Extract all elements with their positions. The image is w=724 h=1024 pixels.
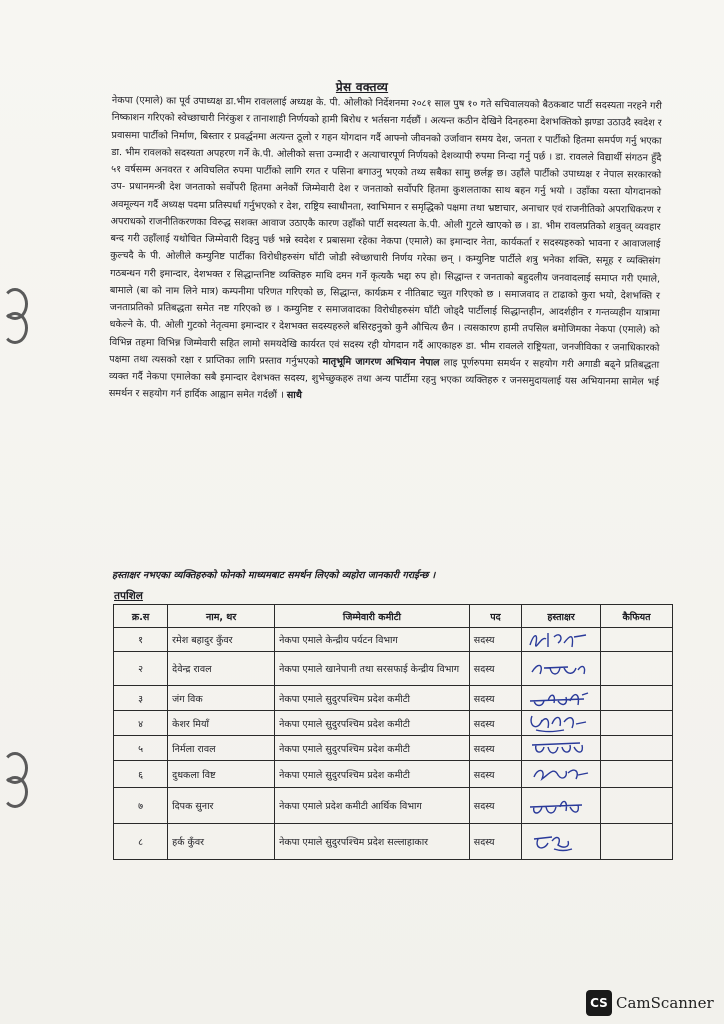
row-committee: नेकपा एमाले सुदुरपश्चिम प्रदेश कमीटी [275, 736, 470, 761]
handwritten-signature [522, 824, 601, 860]
handwritten-signature [522, 788, 601, 824]
row-name: दिपक सुनार [168, 788, 275, 824]
table-row [114, 652, 673, 686]
campaign-name: मातृभूमि जागरण अभियान नेपाल [322, 355, 440, 369]
table-row [114, 824, 673, 860]
row-remark [601, 628, 673, 652]
row-committee: नेकपा एमाले केन्द्रीय पर्यटन विभाग [275, 628, 470, 652]
row-committee: नेकपा एमाले खानेपानी तथा सरसफाई केन्द्रीय विभाग [275, 652, 470, 686]
row-remark [601, 686, 673, 711]
table-row [114, 686, 673, 711]
document-title: प्रेस वक्तव्य [335, 80, 389, 94]
handwritten-signature [522, 736, 601, 761]
handwritten-signature [522, 628, 601, 652]
row-serial: ४ [114, 711, 168, 736]
row-remark [601, 788, 673, 824]
row-remark [601, 652, 673, 686]
binder-ring [2, 312, 28, 344]
handwritten-signature [522, 686, 601, 711]
row-position: सदस्य [469, 761, 521, 788]
table-row [114, 736, 673, 761]
row-position: सदस्य [469, 628, 521, 652]
camscanner-logo-icon: CS [586, 990, 612, 1016]
body-tail: साथै [286, 390, 302, 402]
header-remarks: कैफियत [601, 605, 673, 628]
camscanner-watermark: CamScanner [616, 994, 714, 1012]
header-serial: क्र.स [114, 605, 168, 628]
row-serial: ५ [114, 736, 168, 761]
handwritten-signature [522, 761, 601, 788]
row-committee: नेकपा एमाले प्रदेश कमीटी आर्थिक विभाग [275, 788, 470, 824]
list-heading: तपशिल [114, 590, 143, 602]
row-serial: ८ [114, 824, 168, 860]
row-name: हर्क कुँवर [168, 824, 275, 860]
row-name: देवेन्द्र रावल [168, 652, 275, 686]
row-remark [601, 711, 673, 736]
table-row [114, 711, 673, 736]
body-paragraph-part1: नेकपा (एमाले) का पूर्व उपाध्यक्ष डा.भीम रावललाई अध्यक्ष के. पी. ओलीको निर्देशनमा २०८१ साल पुष १० गते सचिवालयको बैठकबाट पार्टी सदस्यता नरहने गरी निष्काशन गरिएको स्वेच्छाचारी निरंकुश र तानाशाही निर्णयको हामी बिरोध र भर्तसना गर्दछौं । अत्यन्त कठीन देखिने दिनहरुमा देशभक्तिको झण्डा उठाउदै स्वदेश र प्रवासमा पार्टीको निर्माण, बिस्तार र प्रवर्द्धनमा अत्यन्त ठूलो र गहन योगदान गर्दै आफ्नो जीवनको उर्जावान समय देश, जनता र पार्टीको हितमा समर्पण गर्नु भएका डा. भीम रावलको सदस्यता अपहरण गर्ने के.पी. ओलीको सत्ता उन्मादी र अत्याचारपूर्ण निर्णयको देशव्यापी रुपमा निन्दा गर्नु पर्छ । डा. रावलले विद्यार्थी संगठन हुँदै ५१ वर्षसम्म अनवरत र अविचलित रुपमा पार्टीको लागि रगत र पसिना बगाउनु भएको तथ्य सबैका सामु छर्लङ्ग छ। उहाँले पार्टीको उपाध्यक्ष र नेपाल सरकारको उप- प्रधानमन्त्री देश जनताको सर्वोपरी हितमा अनेकौं जिम्मेवारी देश र जनताको सर्वोपरि हितमा कुशलताका साथ बहन गर्नु भयो । उहाँका यस्ता योगदानको अवमूल्यन गर्दै अध्यक्ष पदमा प्रतिस्पर्धा गर्नुभएको र देश, राष्ट्रिय स्वाधीनता, स्वाभिमान र समृद्धिको पक्षमा तथा भ्रष्टाचार, अनाचार एवं राजनीतिको अपराधिकरण र अपराधको राजनीतिकरणका विरुद्ध सशक्त आवाज उठाएकै कारण उहाँको पार्टी सदस्यता के.पी. ओली गुटले खाएको छ । डा. भीम रावलप्रतिको शत्रुवत् व्यवहार बन्द गरी उहाँलाई यथोचित जिम्मेवारी दिइनु पर्छ भन्ने स्वदेश र प्रबासमा रहेका नेकपा (एमाले) का इमान्दार नेता, कार्यकर्ता र सदस्यहरुको भावना र आवाजलाई कुल्चदै के पी. ओलीले कम्युनिष्ट पार्टीका विरोधीहरुसंग घाँटी जोडी स्वेच्छाचारी निर्णय गरेका छन् । कम्युनिष्ट पार्टीले शत्रु भनेका शक्ति, समूह र व्यक्तिसंग गठबन्धन गरी इमान्दार, देशभक्त र सिद्धान्तनिष्ट व्यक्तिहरु माथि दमन गर्ने कृत्यकै भद्दा रुप हो। सिद्धान्त र जनताको बहुदलीय जनवादलाई समाप्त गरी एमाले, बामाले (बा को नाम लिने मात्र) कम्पनीमा परिणत गरिएको छ, सिद्धान्त, कार्यक्रम र नीतिबाट च्युत गरिएको छ । समाजवाद त टाढाको कुरा भयो, देशभक्ति र जनताप्रतिको प्रतिबद्धता समेत नष्ट गरिएको छ । कम्युनिष्ट र समाजवादका विरोधीहरुसंग घाँटी जोड्दै पार्टीलाई सिद्धान्तहीन, आदर्शहीन र गन्तव्यहीन यात्रामा धकेल्ने के. पी. ओली गुटको नेतृत्वमा इमान्दार र देशभक्त सदस्यहरुले बसिरहनुको कुनै औचित्य छैन । त्यसकारण हामी तपसिल बमोजिमका नेकपा (एमाले) को विभिन्न तहमा विभिन्न जिम्मेवारी सहित लामो समयदेखि कार्यरत एवं सदस्य रही योगदान गर्दै आएकाहरु डा. भीम रावलले राष्ट्रियता, जनजीविका र जनाधिकारको पक्षमा तथा त्यसको रक्षा र प्राप्तिका लागि प्रस्ताव गर्नुभएको [109, 94, 662, 367]
row-committee: नेकपा एमाले सुदुरपश्चिम प्रदेश कमीटी [275, 711, 470, 736]
row-serial: ३ [114, 686, 168, 711]
row-committee: नेकपा एमाले सुदुरपश्चिम प्रदेश सल्लाहाकार [275, 824, 470, 860]
row-name: जंग विक [168, 686, 275, 711]
row-serial: २ [114, 652, 168, 686]
row-serial: ६ [114, 761, 168, 788]
row-remark [601, 736, 673, 761]
row-position: सदस्य [469, 711, 521, 736]
row-position: सदस्य [469, 824, 521, 860]
signature-note: हस्ताक्षर नभएका व्यक्तिहरुको फोनको माध्यमबाट समर्थन लिएको व्यहोरा जानकारी गराईन्छ । [112, 570, 436, 581]
table-header-row [114, 605, 673, 628]
row-remark [601, 824, 673, 860]
table-row [114, 788, 673, 824]
row-serial: १ [114, 628, 168, 652]
row-committee: नेकपा एमाले सुदुरपश्चिम प्रदेश कमीटी [275, 761, 470, 788]
members-table [113, 604, 673, 860]
handwritten-signature [522, 711, 601, 736]
header-signature: हस्ताक्षर [522, 605, 601, 628]
table-row [114, 761, 673, 788]
header-name: नाम, थर [168, 605, 275, 628]
row-position: सदस्य [469, 788, 521, 824]
row-position: सदस्य [469, 652, 521, 686]
row-name: केशर मियाँ [168, 711, 275, 736]
handwritten-signature [522, 652, 601, 686]
row-name: रमेश बहादुर कुँवर [168, 628, 275, 652]
row-position: सदस्य [469, 736, 521, 761]
row-committee: नेकपा एमाले सुदुरपश्चिम प्रदेश कमीटी [275, 686, 470, 711]
body-paragraph-part2: लाइ पूर्णरुपमा समर्थन र सहयोग गरी अगाडी बढ्ने प्रतिबद्धता व्यक्त गर्दै नेकपा एमालेका सबै इमान्दार देशभक्त सदस्य, शुभेच्छुकहरु तथा अन्य पार्टीमा रहनु भएका व्यक्तिहरु र जनसमुदायलाई यस अभियानमा सामेल भई समर्थन र सहयोग गर्न हार्दिक आह्वान समेत गर्दछौं । [108, 357, 660, 402]
table-row [114, 628, 673, 652]
binder-ring [2, 776, 28, 808]
row-name: दुधकला विष्ट [168, 761, 275, 788]
press-statement-body [109, 92, 662, 408]
row-serial: ७ [114, 788, 168, 824]
row-name: निर्मला रावल [168, 736, 275, 761]
row-position: सदस्य [469, 686, 521, 711]
row-remark [601, 761, 673, 788]
header-position: पद [469, 605, 521, 628]
header-committee: जिम्मेवारी कमीटी [275, 605, 470, 628]
